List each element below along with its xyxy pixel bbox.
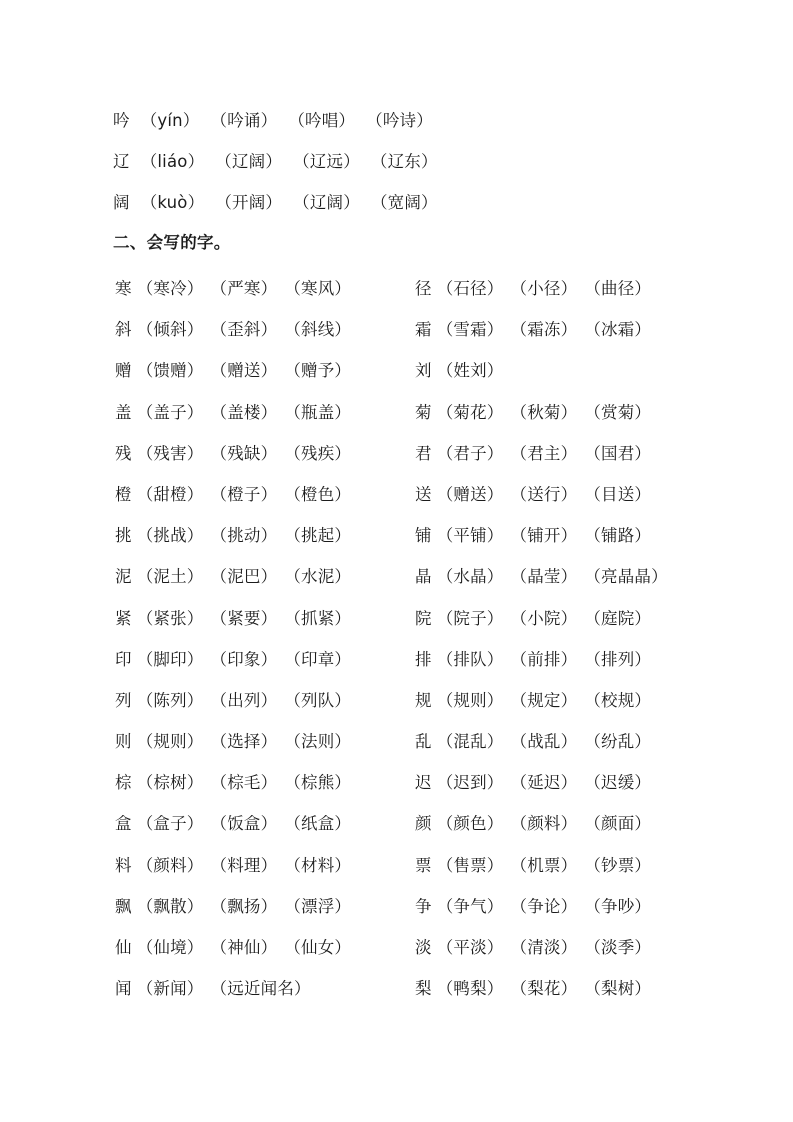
vocabulary-word: （梨花）	[510, 979, 578, 999]
vocabulary-word: （颜料）	[510, 814, 578, 834]
vocabulary-word: （混乱）	[436, 732, 504, 752]
vocabulary-word: （姓刘）	[436, 361, 504, 381]
vocabulary-word: （争论）	[510, 896, 578, 916]
headword-character: 排	[415, 649, 432, 669]
vocabulary-word: （梨树）	[584, 979, 652, 999]
vocabulary-word: （小径）	[510, 279, 578, 298]
pinyin-reading: （kuò）	[140, 193, 205, 212]
vocabulary-word: （辽远）	[293, 152, 360, 171]
word-entry-right	[415, 845, 651, 886]
vocabulary-word: （选择）	[210, 732, 278, 752]
pinyin-headword: 辽	[113, 152, 130, 171]
section-heading: 二、会写的字。	[113, 233, 231, 252]
table-row	[0, 680, 793, 721]
vocabulary-word: （平铺）	[436, 526, 504, 546]
vocabulary-word: （寒风）	[284, 279, 352, 298]
word-entry-right	[415, 268, 651, 309]
vocabulary-word: （神仙）	[210, 938, 278, 957]
headword-character: 梨	[415, 979, 432, 999]
table-row	[0, 309, 793, 350]
table-row	[0, 392, 793, 433]
vocabulary-word: （飘散）	[136, 896, 204, 916]
headword-character: 棕	[115, 773, 132, 793]
vocabulary-word: （水晶）	[436, 567, 504, 587]
vocabulary-word: （料理）	[210, 855, 278, 875]
word-entry-left	[115, 598, 351, 639]
vocabulary-word: （赠予）	[284, 361, 352, 381]
vocabulary-word: （纷乱）	[584, 732, 652, 752]
word-entry-left	[115, 886, 351, 927]
headword-character: 寒	[115, 279, 132, 298]
headword-character: 则	[115, 732, 132, 752]
vocabulary-word: （颜面）	[584, 814, 652, 834]
word-entry-left	[115, 474, 351, 515]
word-entry-right	[415, 474, 651, 515]
table-row	[0, 968, 793, 1009]
headword-character: 迟	[415, 773, 432, 793]
headword-character: 盒	[115, 814, 132, 834]
headword-character: 列	[115, 690, 132, 710]
headword-character: 闻	[115, 979, 132, 999]
vocabulary-word: （盖楼）	[210, 402, 278, 422]
vocabulary-word: （赠送）	[436, 484, 504, 504]
vocabulary-word: （残害）	[136, 443, 204, 463]
word-entry-right	[415, 556, 668, 597]
headword-character: 泥	[115, 567, 132, 587]
word-entry-right	[415, 762, 651, 803]
pinyin-reading: （liáo）	[140, 152, 205, 171]
word-entry-right	[415, 515, 651, 556]
vocabulary-word: （甜橙）	[136, 484, 204, 504]
word-entry-left	[115, 803, 351, 844]
vocabulary-word: （寒冷）	[136, 279, 204, 298]
headword-character: 送	[415, 484, 432, 504]
vocabulary-word: （曲径）	[584, 279, 652, 298]
word-entry-right	[415, 927, 651, 968]
headword-character: 残	[115, 443, 132, 463]
vocabulary-word: （石径）	[436, 279, 504, 298]
headword-character: 菊	[415, 402, 432, 422]
vocabulary-word: （辽东）	[370, 152, 438, 171]
vocabulary-word: （迟缓）	[584, 773, 652, 793]
headword-character: 挑	[115, 526, 132, 546]
vocabulary-word: （辽阔）	[215, 152, 283, 171]
vocabulary-word: （霜冻）	[510, 320, 578, 340]
word-entry-left	[115, 968, 311, 1009]
vocabulary-word: （吟诗）	[366, 111, 433, 130]
vocabulary-word: （出列）	[210, 690, 278, 710]
headword-character: 晶	[415, 567, 432, 587]
vocabulary-word: （纸盒）	[284, 814, 352, 834]
vocabulary-word: （仙境）	[136, 938, 204, 957]
table-row	[0, 803, 793, 844]
vocabulary-word: （饭盒）	[210, 814, 278, 834]
vocabulary-word: （新闻）	[136, 979, 204, 999]
vocabulary-word: （残疾）	[284, 443, 352, 463]
word-entry-right	[415, 639, 651, 680]
table-row	[0, 268, 793, 309]
vocabulary-word: （规则）	[136, 732, 204, 752]
headword-character: 争	[415, 896, 432, 916]
vocabulary-word: （印象）	[210, 649, 278, 669]
word-entry-right	[415, 968, 651, 1009]
vocabulary-word: （赏菊）	[584, 402, 652, 422]
vocabulary-word: （售票）	[436, 855, 504, 875]
word-entry-left	[115, 350, 351, 391]
word-entry-right	[415, 721, 651, 762]
word-entry-left	[115, 392, 351, 433]
table-row	[0, 762, 793, 803]
vocabulary-word: （校规）	[584, 690, 652, 710]
table-row	[0, 433, 793, 474]
vocabulary-word: （开阔）	[215, 193, 283, 212]
headword-character: 料	[115, 855, 132, 875]
headword-character: 铺	[415, 526, 432, 546]
vocabulary-word: （庭院）	[584, 608, 652, 628]
headword-character: 赠	[115, 361, 132, 381]
vocabulary-word: （争吵）	[584, 896, 652, 916]
vocabulary-word: （吟唱）	[288, 111, 356, 130]
table-row	[0, 721, 793, 762]
headword-character: 君	[415, 443, 432, 463]
vocabulary-word: （延迟）	[510, 773, 578, 793]
vocabulary-word: （紧要）	[210, 608, 278, 628]
vocabulary-word: （宽阔）	[370, 193, 438, 212]
vocabulary-word: （挑战）	[136, 526, 204, 546]
vocabulary-word: （斜线）	[284, 320, 352, 340]
table-row	[0, 556, 793, 597]
vocabulary-word: （棕熊）	[284, 773, 352, 793]
vocabulary-word: （抓紧）	[284, 608, 352, 628]
word-entry-left	[115, 845, 351, 886]
vocabulary-word: （辽阔）	[293, 193, 360, 212]
vocabulary-word: （紧张）	[136, 608, 204, 628]
vocabulary-word: （橙子）	[210, 484, 278, 504]
word-entry-right	[415, 392, 651, 433]
vocabulary-word: （棕树）	[136, 773, 204, 793]
vocabulary-word: （飘扬）	[210, 896, 278, 916]
word-entry-right	[415, 680, 651, 721]
word-entry-left	[115, 309, 351, 350]
pinyin-reading: （yín）	[140, 111, 200, 130]
vocabulary-word: （平淡）	[436, 938, 504, 957]
vocabulary-word: （前排）	[510, 649, 578, 669]
vocabulary-word: （小院）	[510, 608, 578, 628]
headword-character: 盖	[115, 402, 132, 422]
vocabulary-word: （法则）	[284, 732, 352, 752]
vocabulary-word: （漂浮）	[284, 896, 352, 916]
table-row	[0, 845, 793, 886]
vocabulary-word: （战乱）	[510, 732, 578, 752]
vocabulary-word: （规则）	[436, 690, 504, 710]
vocabulary-word: （挑动）	[210, 526, 278, 546]
vocabulary-word: （橙色）	[284, 484, 352, 504]
word-entry-right	[415, 350, 504, 391]
vocabulary-word: （冰霜）	[584, 320, 652, 340]
vocabulary-word: （机票）	[510, 855, 578, 875]
headword-character: 径	[415, 279, 432, 298]
headword-character: 仙	[115, 938, 132, 957]
vocabulary-word: （印章）	[284, 649, 352, 669]
word-entry-left	[115, 556, 351, 597]
headword-character: 乱	[415, 732, 432, 752]
vocabulary-word: （瓶盖）	[284, 402, 352, 422]
vocabulary-word: （铺路）	[584, 526, 652, 546]
pinyin-section	[113, 100, 713, 223]
table-row	[0, 598, 793, 639]
word-entry-right	[415, 803, 651, 844]
word-entry-right	[415, 309, 651, 350]
table-row	[0, 886, 793, 927]
vocabulary-word: （院子）	[436, 608, 504, 628]
vocabulary-word: （争气）	[436, 896, 504, 916]
vocabulary-word: （晶莹）	[510, 567, 578, 587]
vocabulary-word: （淡季）	[584, 938, 652, 957]
vocabulary-word: （盒子）	[136, 814, 204, 834]
vocabulary-word: （残缺）	[210, 443, 278, 463]
vocabulary-word: （铺开）	[510, 526, 578, 546]
table-row	[0, 639, 793, 680]
vocabulary-word: （棕毛）	[210, 773, 278, 793]
vocabulary-word: （馈赠）	[136, 361, 204, 381]
vocabulary-word: （列队）	[284, 690, 352, 710]
word-table	[0, 268, 793, 1009]
word-entry-left	[115, 433, 351, 474]
vocabulary-word: （脚印）	[136, 649, 204, 669]
headword-character: 淡	[415, 938, 432, 957]
vocabulary-word: （菊花）	[436, 402, 504, 422]
headword-character: 颜	[415, 814, 432, 834]
vocabulary-word: （远近闻名）	[210, 979, 311, 999]
vocabulary-word: （水泥）	[284, 567, 352, 587]
vocabulary-word: （材料）	[284, 855, 352, 875]
pinyin-row	[113, 100, 713, 141]
headword-character: 斜	[115, 320, 132, 340]
table-row	[0, 515, 793, 556]
table-row	[0, 474, 793, 515]
word-entry-left	[115, 268, 351, 309]
vocabulary-word: （陈列）	[136, 690, 204, 710]
vocabulary-word: （倾斜）	[136, 320, 204, 340]
word-entry-left	[115, 680, 351, 721]
vocabulary-word: （钞票）	[584, 855, 652, 875]
vocabulary-word: （国君）	[584, 443, 652, 463]
vocabulary-word: （仙女）	[284, 938, 352, 957]
vocabulary-word: （严寒）	[210, 279, 278, 298]
pinyin-row	[113, 182, 713, 223]
vocabulary-word: （目送）	[584, 484, 652, 504]
vocabulary-word: （排列）	[584, 649, 652, 669]
vocabulary-word: （君主）	[510, 443, 578, 463]
vocabulary-word: （歪斜）	[210, 320, 278, 340]
pinyin-headword: 吟	[113, 111, 130, 130]
vocabulary-word: （颜色）	[436, 814, 504, 834]
vocabulary-word: （赠送）	[210, 361, 278, 381]
pinyin-headword: 阔	[113, 193, 130, 212]
word-entry-left	[115, 515, 351, 556]
vocabulary-word: （吟诵）	[210, 111, 278, 130]
word-entry-left	[115, 721, 351, 762]
headword-character: 票	[415, 855, 432, 875]
vocabulary-word: （排队）	[436, 649, 504, 669]
vocabulary-word: （泥巴）	[210, 567, 278, 587]
headword-character: 飘	[115, 896, 132, 916]
vocabulary-word: （亮晶晶）	[584, 567, 668, 587]
headword-character: 霜	[415, 320, 432, 340]
vocabulary-word: （挑起）	[284, 526, 352, 546]
vocabulary-word: （秋菊）	[510, 402, 578, 422]
vocabulary-word: （泥土）	[136, 567, 204, 587]
headword-character: 院	[415, 608, 432, 628]
vocabulary-word: （清淡）	[510, 938, 578, 957]
vocabulary-word: （君子）	[436, 443, 504, 463]
pinyin-row	[113, 141, 713, 182]
vocabulary-word: （雪霜）	[436, 320, 504, 340]
word-entry-left	[115, 639, 351, 680]
table-row	[0, 927, 793, 968]
word-entry-right	[415, 433, 651, 474]
vocabulary-word: （盖子）	[136, 402, 204, 422]
vocabulary-word: （颜料）	[136, 855, 204, 875]
word-entry-right	[415, 886, 651, 927]
headword-character: 紧	[115, 608, 132, 628]
word-entry-left	[115, 927, 351, 968]
headword-character: 刘	[415, 361, 432, 381]
vocabulary-word: （迟到）	[436, 773, 504, 793]
headword-character: 规	[415, 690, 432, 710]
vocabulary-word: （送行）	[510, 484, 578, 504]
headword-character: 橙	[115, 484, 132, 504]
table-row	[0, 350, 793, 391]
word-entry-left	[115, 762, 351, 803]
headword-character: 印	[115, 649, 132, 669]
vocabulary-word: （规定）	[510, 690, 578, 710]
vocabulary-word: （鸭梨）	[436, 979, 504, 999]
word-entry-right	[415, 598, 651, 639]
